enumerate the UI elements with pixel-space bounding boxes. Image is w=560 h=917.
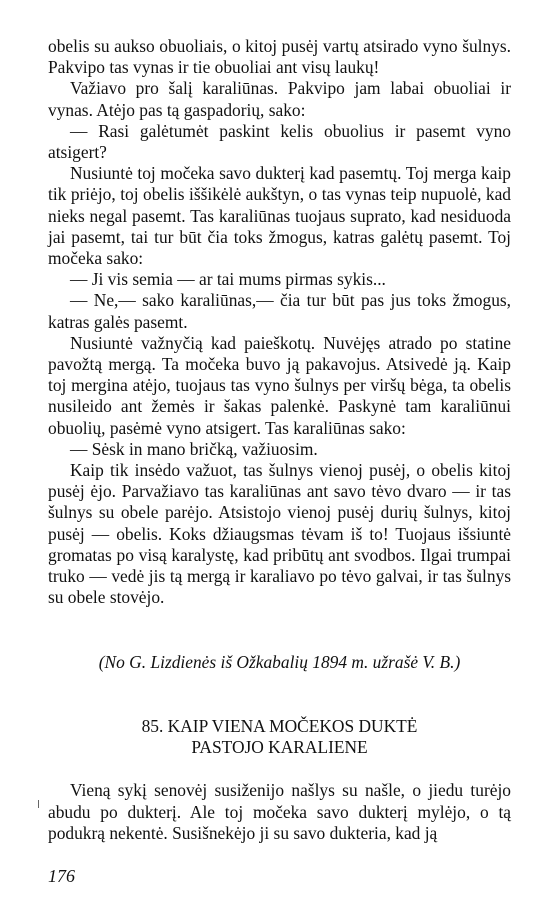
heading-line-2: PASTOJO KARALIENE	[191, 737, 368, 757]
source-note: (No G. Lizdienės iš Ožkabalių 1894 m. užrašė V. B.)	[98, 652, 461, 672]
paragraph-5: Kaip tik insėdo važuot, tas šulnys vienoj pusėj, o obelis kitoj pusėj ėjo. Parvažiavo tas karaliūnas ant savo tėvo dvaro — ir tas šulnys su obele parėjo. Atsistojo vienoj pusėj durių šulnys, kitoj pusėj — obelis. Koks džiaugsmas tėvam iš to! Tuojaus išsiuntė gromatas po visą karalystę, kad pribūtų ant svodbos. Ilgai trumpai truko — vedė jis tą mergą ir karaliavo po tėvo galvai, ir tas šulnys su obele stovėjo.	[48, 460, 511, 608]
second-story-text	[48, 780, 511, 845]
second-story-paragraph: Vieną sykį senovėj susiženijo našlys su našle, o jiedu turėjo abudu po dukterį. Ale toj močeka savo dukterį mylėjo, o tą podukrą nekentė. Susišnekėjo ji su savo dukteria, kad ją	[48, 780, 511, 843]
dialogue-4: — Sėsk in mano bričką, važiuosim.	[70, 438, 318, 459]
paragraph-4: Nusiuntė važnyčią kad paieškotų. Nuvėjęs atrado po statine pavožtą mergą. Ta močeka buvo ją pakavojus. Atsivedė ją. Kaip toj mergina atėjo, tuojaus tas vyno šulnys per viršų bėga, ta obelis nusileido ant žemės ir šakas palenkė. Paskynė tam karaliūnui obuolių, pasėmė vyno atsigert. Tas karaliūnas sako:	[48, 332, 511, 438]
story-text	[48, 36, 511, 608]
paragraph-3: Nusiuntė toj močeka savo dukterį kad pasemtų. Toj merga kaip tik priėjo, toj obelis iššikėlė aukštyn, o tas vynas teip nupuolė, kad nieks negal pasemt. Tas karaliūnas tuojaus suprato, kad nesiduoda jai pasemt, tai tur būt čia toks žmogus, katras galėtų pasemt. Toj močeka sako:	[48, 163, 511, 269]
story-heading	[48, 716, 511, 758]
heading-line-1: 85. KAIP VIENA MOČEKOS DUKTĖ	[141, 716, 418, 736]
dialogue-2: — Ji vis semia — ar tai mums pirmas sykis...	[70, 269, 386, 290]
margin-mark	[38, 800, 43, 808]
dialogue-1: — Rasi galėtumėt paskint kelis obuolius ir pasemt vyno atsigert?	[48, 120, 511, 163]
paragraph-2: Važiavo pro šalį karaliūnas. Pakvipo jam labai obuoliai ir vynas. Atėjo pas tą gaspadorių, sako:	[48, 78, 511, 120]
dialogue-3: — Ne,— sako karaliūnas,— čia tur būt pas jus toks žmogus, katras galės pasemt.	[48, 290, 511, 332]
page-number: 176	[48, 866, 75, 886]
paragraph-1: obelis su aukso obuoliais, o kitoj pusėj vartų atsirado vyno šulnys. Pakvipo tas vynas ir tie obuoliai ant visų laukų!	[48, 36, 511, 78]
